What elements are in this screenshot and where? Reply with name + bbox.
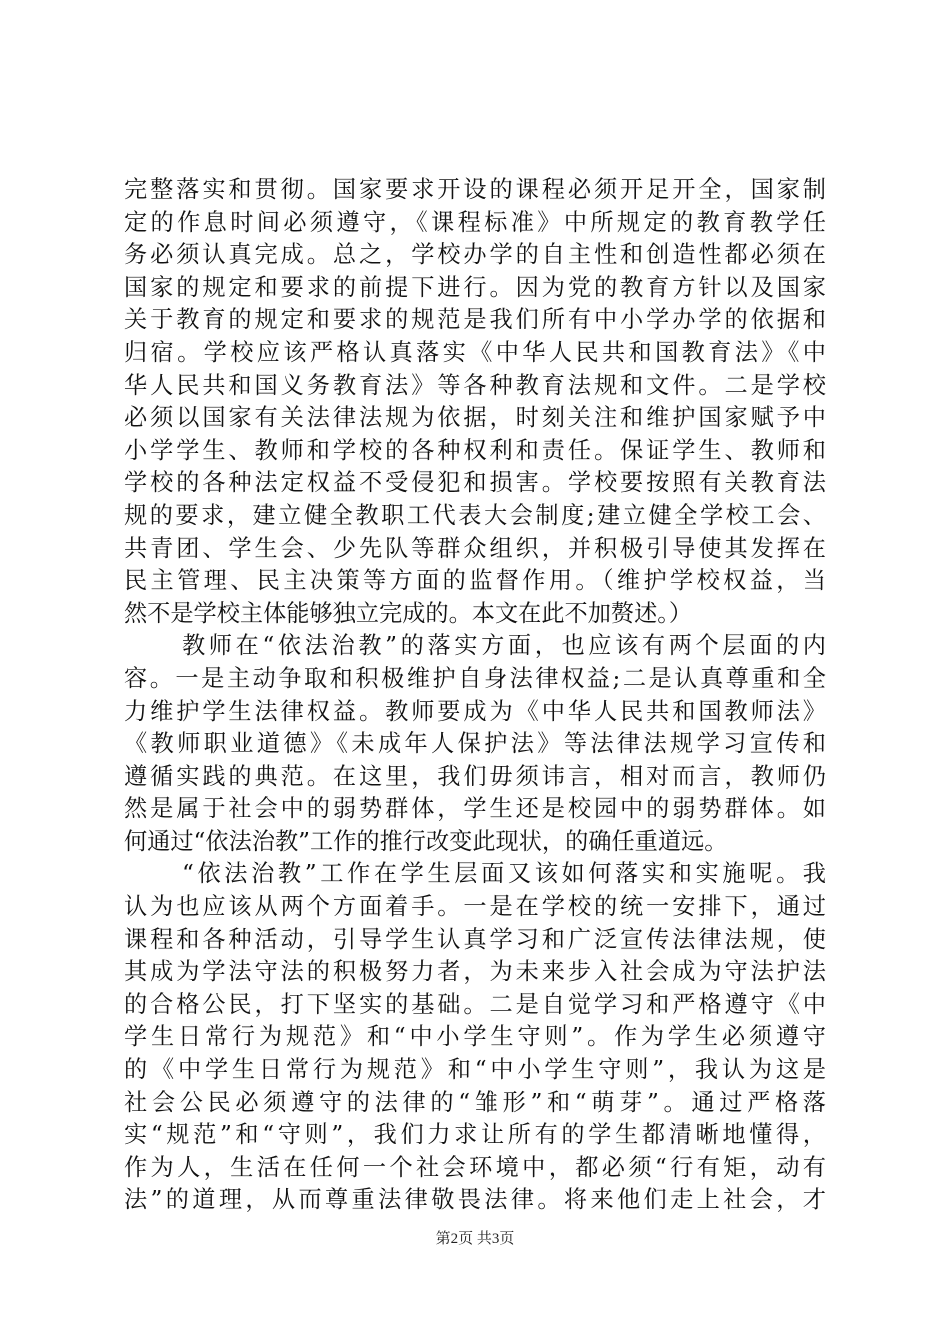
text-line: 学校的各种法定权益不受侵犯和损害。学校要按照有关教育法 — [124, 469, 826, 497]
text-line: 法”的道理，从而尊重法律敬畏法律。将来他们走上社会，才 — [124, 1186, 826, 1214]
text-line: 容。一是主动争取和积极维护自身法律权益;二是认真尊重和全 — [124, 664, 826, 692]
text-line: 何通过“依法治教”工作的推行改变此现状，的确任重道远。 — [124, 827, 728, 855]
text-line: 完整落实和贯彻。国家要求开设的课程必须开足开全，国家制 — [124, 176, 826, 203]
text-line: 的合格公民，打下坚实的基础。二是自觉学习和严格遵守《中 — [124, 990, 826, 1018]
text-line: 社会公民必须遵守的法律的“雏形”和“萌芽”。通过严格落 — [124, 1088, 826, 1116]
text-line: 的《中学生日常行为规范》和“中小学生守则”，我认为这是 — [124, 1056, 826, 1084]
paragraph-first-line: “依法治教”工作在学生层面又该如何落实和实施呢。我 — [182, 860, 826, 888]
body-text — [124, 174, 826, 1217]
text-line: 遵循实践的典范。在这里，我们毋须讳言，相对而言，教师仍 — [124, 762, 826, 790]
text-line: 规的要求，建立健全教职工代表大会制度;建立健全学校工会、 — [124, 501, 826, 529]
paragraph-first-line: 教师在“依法治教”的落实方面，也应该有两个层面的内 — [182, 632, 826, 660]
text-line: 其成为学法守法的积极努力者，为未来步入社会成为守法护法 — [124, 958, 826, 986]
text-line: 力维护学生法律权益。教师要成为《中华人民共和国教师法》 — [124, 697, 826, 725]
text-line: 《教师职业道德》《未成年人保护法》等法律法规学习宣传和 — [124, 730, 826, 758]
text-line: 归宿。学校应该严格认真落实《中华人民共和国教育法》《中 — [124, 338, 826, 366]
text-line: 华人民共和国义务教育法》等各种教育法规和文件。二是学校 — [124, 371, 826, 399]
text-line: 课程和各种活动，引导学生认真学习和广泛宣传法律法规，使 — [124, 925, 826, 953]
text-line: 国家的规定和要求的前提下进行。因为党的教育方针以及国家 — [124, 273, 826, 301]
text-line: 作为人，生活在任何一个社会环境中，都必须“行有矩，动有 — [124, 1153, 826, 1181]
text-line: 务必须认真完成。总之，学校办学的自主性和创造性都必须在 — [124, 241, 826, 269]
text-line: 定的作息时间必须遵守，《课程标准》中所规定的教育教学任 — [124, 208, 826, 236]
text-line: 学生日常行为规范》和“中小学生守则”。作为学生必须遵守 — [124, 1023, 826, 1051]
text-line: 民主管理、民主决策等方面的监督作用。（维护学校权益，当 — [124, 567, 826, 595]
text-line: 实“规范”和“守则”，我们力求让所有的学生都清晰地懂得， — [124, 1121, 826, 1149]
text-line: 小学学生、教师和学校的各种权利和责任。保证学生、教师和 — [124, 436, 826, 464]
text-line: 然是属于社会中的弱势群体，学生还是校园中的弱势群体。如 — [124, 795, 826, 823]
text-line: 然不是学校主体能够独立完成的。本文在此不加赘述。） — [124, 599, 693, 627]
text-line: 必须以国家有关法律法规为依据，时刻关注和维护国家赋予中 — [124, 404, 826, 432]
page-number-footer: 第2页 共3页 — [435, 1231, 515, 1247]
text-line: 认为也应该从两个方面着手。一是在学校的统一安排下，通过 — [124, 893, 826, 921]
text-line: 关于教育的规定和要求的规范是我们所有中小学办学的依据和 — [124, 306, 826, 334]
text-line: 共青团、学生会、少先队等群众组织，并积极引导使其发挥在 — [124, 534, 826, 562]
